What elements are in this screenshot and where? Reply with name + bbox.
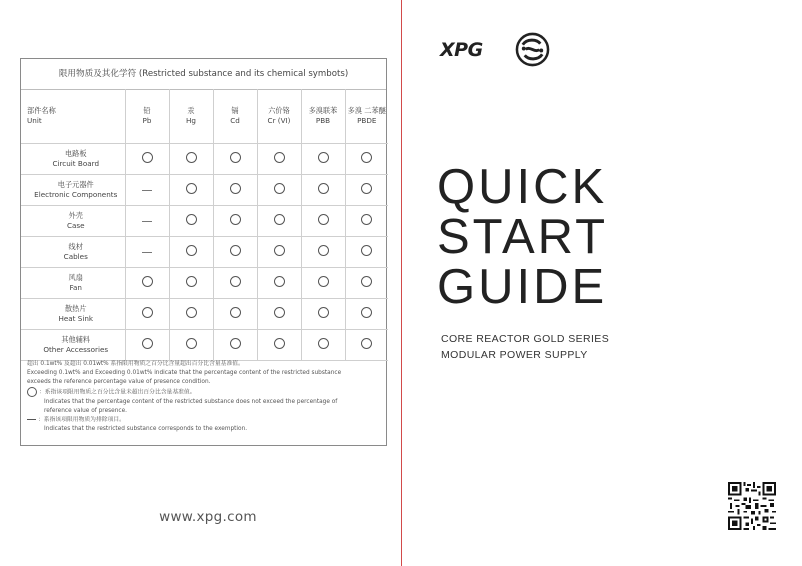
circle-icon [318, 245, 329, 256]
circle-icon [230, 276, 241, 287]
xpg-logo [440, 32, 560, 68]
unit-name-en: Heat Sink [58, 314, 94, 323]
substance-cell [169, 206, 213, 237]
column-header-zh: 镉 [231, 106, 239, 115]
column-header-zh: 六价铬 [268, 106, 290, 115]
circle-legend [27, 387, 377, 398]
subtitle-line: MODULAR POWER SUPPLY [441, 349, 588, 361]
unit-cell [21, 237, 125, 268]
title-line: START [437, 210, 609, 264]
substance-cell [213, 237, 257, 268]
substance-cell [257, 206, 301, 237]
column-header [125, 89, 169, 144]
substance-cell [257, 175, 301, 206]
substance-cell [345, 206, 388, 237]
table-row [21, 299, 388, 330]
column-header-en: Pb [142, 116, 152, 125]
dash-icon [142, 221, 152, 222]
circle-icon [186, 245, 197, 256]
circle-icon [361, 307, 372, 318]
substance-cell [345, 268, 388, 299]
unit-name-zh: 散热片 [64, 304, 87, 313]
unit-name-zh: 电路板 [64, 149, 87, 158]
dash-icon [142, 252, 152, 253]
unit-name-zh: 电子元器件 [57, 180, 94, 189]
substance-cell [213, 144, 257, 175]
circle-icon [361, 245, 372, 256]
table-row [21, 206, 388, 237]
column-header-en: Hg [186, 116, 196, 125]
circle-icon [361, 183, 372, 194]
unit-name-en: Fan [69, 283, 82, 292]
substance-cell [301, 206, 345, 237]
table-row [21, 237, 388, 268]
circle-icon [230, 152, 241, 163]
qr-code-icon[interactable] [728, 482, 776, 530]
substance-cell [345, 299, 388, 330]
circle-icon [27, 387, 37, 397]
substance-cell [125, 144, 169, 175]
cover-title [437, 162, 608, 312]
circle-icon [230, 338, 241, 349]
circle-icon [230, 214, 241, 225]
substance-cell [169, 268, 213, 299]
unit-name-en: Other Accessories [43, 345, 109, 354]
substance-cell [169, 330, 213, 361]
title-line: GUIDE [437, 260, 608, 314]
substance-cell [345, 144, 388, 175]
circle-icon [186, 276, 197, 287]
circle-icon [318, 214, 329, 225]
circle-icon [274, 276, 285, 287]
unit-name-zh: 其他辅料 [61, 335, 91, 344]
circle-icon [318, 276, 329, 287]
unit-name-en: Case [66, 221, 85, 230]
circle-icon [361, 338, 372, 349]
circle-icon [361, 152, 372, 163]
dash-legend [27, 416, 377, 425]
table-row [21, 144, 388, 175]
circle-icon [142, 276, 153, 287]
unit-cell [21, 144, 125, 175]
circle-icon [361, 214, 372, 225]
circle-icon [274, 338, 285, 349]
column-header-zh: 多溴 二苯醚 [347, 106, 386, 115]
table-row [21, 330, 388, 361]
unit-cell [21, 268, 125, 299]
note-line: Exceeding 0.1wt% and Exceeding 0.01wt% indicate that the percentage content of the restricted substance [27, 370, 342, 376]
substance-cell [257, 268, 301, 299]
column-header-zh: 部件名称 [27, 106, 56, 115]
substance-cell [301, 144, 345, 175]
xpg-emblem-icon [515, 32, 550, 67]
circle-icon [186, 307, 197, 318]
substance-cell [125, 175, 169, 206]
cover-subtitle [441, 331, 609, 363]
rohs-notes [27, 360, 377, 434]
circle-icon [142, 338, 153, 349]
circle-icon [186, 214, 197, 225]
circle-icon [142, 307, 153, 318]
logo-text: XPG [440, 39, 483, 61]
unit-cell [21, 206, 125, 237]
rohs-table [21, 89, 388, 361]
substance-cell [257, 237, 301, 268]
dash-icon [142, 190, 152, 191]
circle-icon [186, 152, 197, 163]
substance-cell [301, 237, 345, 268]
substance-cell [213, 268, 257, 299]
note-line: reference value of presence. [44, 407, 127, 414]
table-row [21, 268, 388, 299]
unit-name-zh: 风扇 [68, 273, 83, 282]
circle-icon [186, 338, 197, 349]
unit-cell [21, 330, 125, 361]
table-header-row [21, 89, 388, 144]
rohs-table-title [21, 59, 386, 90]
column-header-en: Unit [27, 116, 42, 125]
column-header [169, 89, 213, 144]
substance-cell [169, 299, 213, 330]
website-url[interactable]: www.xpg.com [159, 509, 257, 525]
substance-cell [213, 206, 257, 237]
circle-icon [274, 307, 285, 318]
substance-cell [125, 206, 169, 237]
note-line: exceeds the reference percentage value of presence condition. [27, 379, 211, 385]
substance-cell [301, 299, 345, 330]
substance-cell [301, 330, 345, 361]
unit-cell [21, 175, 125, 206]
circle-icon [230, 307, 241, 318]
dash-icon [27, 419, 36, 420]
substance-cell [125, 268, 169, 299]
note-line: Indicates that the percentage content of the restricted substance does not exceed the percentage of [44, 398, 338, 405]
subtitle-line: CORE REACTOR GOLD SERIES [441, 333, 610, 345]
circle-icon [318, 307, 329, 318]
column-header [301, 89, 345, 144]
column-header [21, 89, 125, 144]
unit-name-en: Circuit Board [52, 159, 100, 168]
column-header-en: Cd [230, 116, 240, 125]
circle-icon [230, 183, 241, 194]
substance-cell [257, 144, 301, 175]
circle-icon [230, 245, 241, 256]
unit-name-zh: 线材 [68, 242, 83, 251]
substance-cell [213, 175, 257, 206]
title-line: QUICK [437, 160, 608, 214]
circle-icon [318, 338, 329, 349]
rohs-table-box [20, 58, 387, 446]
unit-name-en: Cables [63, 252, 88, 261]
circle-legend-zh: ：系指该项限用物质之百分比含量未超出百分比含量基准值。 [39, 389, 196, 396]
column-header-zh: 汞 [187, 106, 195, 115]
column-header-zh: 多溴联苯 [308, 106, 338, 115]
column-header [257, 89, 301, 144]
substance-cell [345, 330, 388, 361]
rohs-title-text: 限用物质及其化学符 (Restricted substance and its chemical symbots) [58, 69, 349, 79]
substance-cell [301, 268, 345, 299]
substance-cell [345, 175, 388, 206]
substance-cell [125, 330, 169, 361]
unit-name-en: Electronic Components [34, 190, 118, 199]
unit-cell [21, 299, 125, 330]
circle-icon [186, 183, 197, 194]
note-line: 超出 0.1wt% 及超出 0.01wt% 系指限用物质之百分比含量超出百分比含量基准值。 [27, 361, 244, 367]
note-line: Indicates that the restricted substance corresponds to the exemption. [44, 425, 248, 432]
substance-cell [345, 237, 388, 268]
unit-name-zh: 外壳 [68, 211, 83, 220]
substance-cell [125, 299, 169, 330]
substance-cell [213, 299, 257, 330]
dash-legend-zh: ：系指该项限用物质为排除项目。 [38, 416, 125, 423]
column-header-en: PBDE [357, 116, 377, 125]
column-header [213, 89, 257, 144]
circle-icon [361, 276, 372, 287]
substance-cell [257, 299, 301, 330]
circle-icon [318, 152, 329, 163]
substance-cell [169, 237, 213, 268]
column-header-en: Cr (VI) [267, 116, 291, 125]
circle-icon [274, 214, 285, 225]
substance-cell [301, 175, 345, 206]
circle-icon [274, 152, 285, 163]
circle-icon [274, 183, 285, 194]
circle-icon [318, 183, 329, 194]
substance-cell [257, 330, 301, 361]
substance-cell [169, 144, 213, 175]
substance-cell [125, 237, 169, 268]
substance-cell [169, 175, 213, 206]
circle-icon [142, 152, 153, 163]
column-header-zh: 铅 [143, 106, 151, 115]
circle-icon [274, 245, 285, 256]
column-header-en: PBB [315, 116, 331, 125]
table-row [21, 175, 388, 206]
substance-cell [213, 330, 257, 361]
column-header [345, 89, 388, 144]
